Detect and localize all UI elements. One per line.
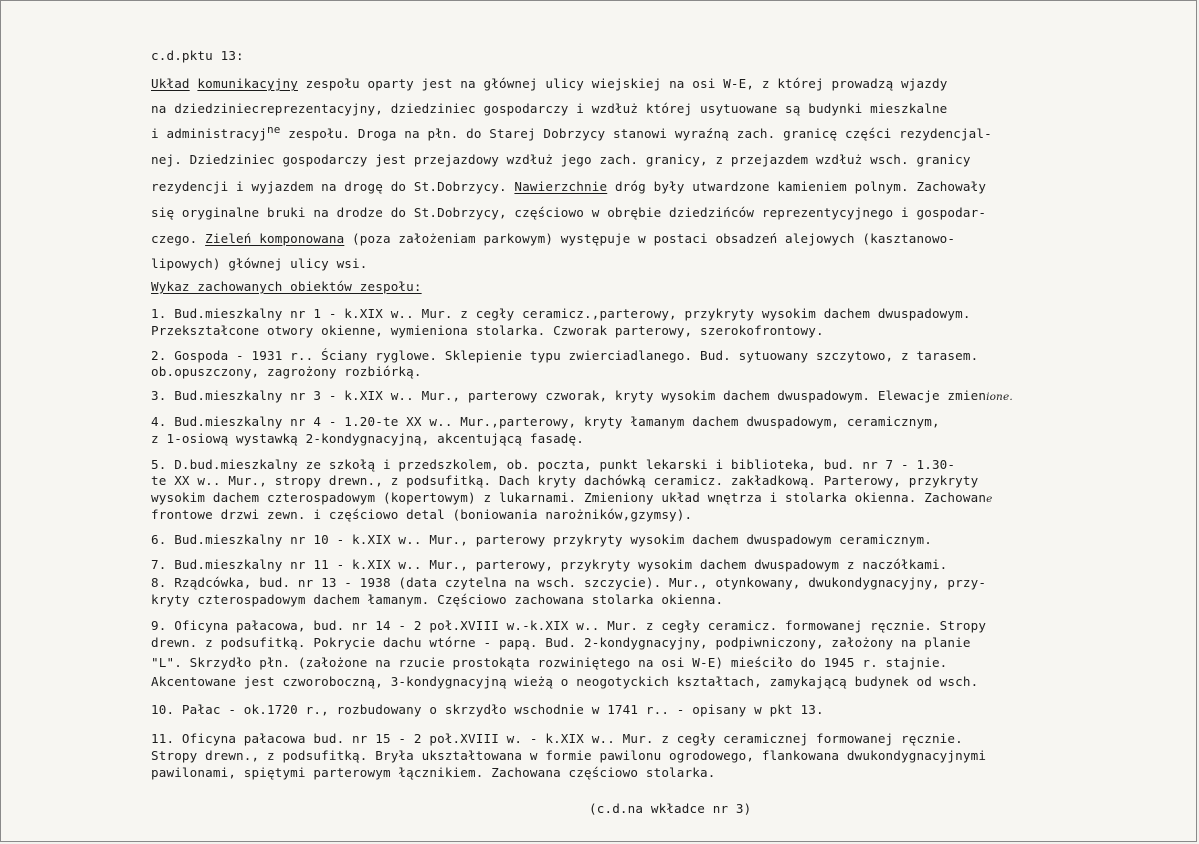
item-3-line-1 bbox=[151, 388, 1013, 405]
intro-line-1-text: zespołu oparty jest na głównej ulicy wiejskiej na osi W-E, z której prowadzą wjazdy bbox=[297, 76, 948, 91]
item-4-line-1: 4. Bud.mieszkalny nr 4 - 1.20-te XX w.. Mur.,parterowy, kryty łamanym dachem dwuspadowym, ceramicznym, bbox=[151, 414, 940, 429]
item-3-text: 3. Bud.mieszkalny nr 3 - k.XIX w.. Mur., parterowy czworak, kryty wysokim dachem dwuspadowym. Elewacje zmien bbox=[151, 388, 987, 403]
item-11-line-3: pawilonami, spiętymi parterowym łącznikiem. Zachowana częściowo stolarka. bbox=[151, 765, 716, 780]
item-5-line-3 bbox=[151, 490, 992, 507]
item-5-line-2: te XX w.. Mur., stropy drewn., z podsufitką. Dach kryty dachówką ceramicz. zakładkową. Parterowy, przykryty bbox=[151, 473, 979, 488]
item-1-line-2: Przekształcone otwory okienne, wymieniona stolarka. Czworak parterowy, szerokofrontowy. bbox=[151, 323, 824, 338]
intro-line-2: na dziedziniecreprezentacyjny, dziedziniec gospodarczy i wzdłuż której usytuowane są budynki mieszkalne bbox=[151, 101, 948, 116]
item-11-line-1: 11. Oficyna pałacowa bud. nr 15 - 2 poł.XVIII w. - k.XIX w.. Mur. z cegły ceramicznej formowanej ręcznie. bbox=[151, 731, 963, 746]
intro-line-4: nej. Dziedziniec gospodarczy jest przejazdowy wzdłuż jego zach. granicy, z przejazdem wzdłuż wsch. granicy bbox=[151, 152, 971, 167]
underlined-term-uklad: Układ bbox=[151, 76, 190, 91]
intro-line-3-text-b: zespołu. Droga na płn. do Starej Dobrzycy stanowi wyraźną zach. granicę części rezydencjal- bbox=[280, 126, 992, 141]
item-5-line-4: frontowe drzwi zewn. i częściowo detal (boniowania narożników,gzymsy). bbox=[151, 507, 693, 522]
item-7-line-1: 7. Bud.mieszkalny nr 11 - k.XIX w.. Mur., parterowy, przykryty wysokim dachem dwuspadowym z naczółkami. bbox=[151, 557, 948, 572]
item-8-line-2: kryty czterospadowym dachem łamanym. Częściowo zachowana stolarka okienna. bbox=[151, 592, 724, 607]
item-9-line-4: Akcentowane jest czworoboczną, 3-kondygnacyjną wieżą o neogotyckich kształtach, zamykającą budynek od wsch. bbox=[151, 674, 979, 689]
item-5-line-1: 5. D.bud.mieszkalny ze szkołą i przedszkolem, ob. poczta, punkt lekarski i biblioteka, bud. nr 7 - 1.30- bbox=[151, 457, 956, 472]
intro-line-7-text-b: (poza założeniam parkowym) występuje w postaci obsadzeń alejowych (kasztanowo- bbox=[344, 231, 956, 246]
continuation-heading: c.d.pktu 13: bbox=[151, 48, 244, 63]
intro-line-7-text-a: czego. bbox=[151, 231, 206, 246]
intro-line-1 bbox=[151, 76, 947, 92]
handwritten-ending-ione: ione. bbox=[986, 391, 1013, 403]
item-4-line-2: z 1-osiową wystawką 2-kondygnacyjną, akcentującą fasadę. bbox=[151, 431, 584, 446]
list-title: Wykaz zachowanych obiektów zespołu: bbox=[151, 279, 422, 294]
intro-line-5-text-a: rezydencji i wyjazdem na drogę do St.Dobrzycy. bbox=[151, 179, 515, 194]
item-8-line-1: 8. Rządcówka, bud. nr 13 - 1938 (data czytelna na wsch. szczycie). Mur., otynkowany, dwukondygnacyjny, przy- bbox=[151, 575, 987, 590]
item-11-line-2: Stropy drewn., z podsufitką. Bryła ukształtowana w formie pawilonu ogrodowego, flankowana dwukondygnacyjnymi bbox=[151, 748, 987, 763]
intro-line-5-text-b: dróg były utwardzone kamieniem polnym. Zachowały bbox=[607, 179, 987, 194]
item-2-line-1: 2. Gospoda - 1931 r.. Ściany ryglowe. Sklepienie typu zwierciadlanego. Bud. sytuowany szczytowo, z tarasem. bbox=[151, 348, 979, 363]
item-2-line-2: ob.opuszczony, zagrożony rozbiórką. bbox=[151, 364, 422, 379]
underlined-term-nawierzchnie: Nawierzchnie bbox=[514, 179, 608, 194]
intro-line-6: się oryginalne bruki na drodze do St.Dobrzycy, częściowo w obrębie dziedzińców reprezentycyjnego i gospodar- bbox=[151, 205, 987, 220]
item-6-line-1: 6. Bud.mieszkalny nr 10 - k.XIX w.. Mur., parterowy przykryty wysokim dachem dwuspadowym ceramicznym. bbox=[151, 532, 932, 547]
intro-line-8: lipowych) głównej ulicy wsi. bbox=[151, 256, 368, 271]
intro-line-5 bbox=[151, 179, 986, 195]
intro-line-3-text-a: i administracyj bbox=[151, 126, 267, 141]
item-9-line-1: 9. Oficyna pałacowa, bud. nr 14 - 2 poł.XVIII w.-k.XIX w.. Mur. z cegły ceramicz. formowanej ręcznie. Stropy bbox=[151, 618, 987, 633]
item-10-line-1: 10. Pałac - ok.1720 r., rozbudowany o skrzydło wschodnie w 1741 r.. - opisany w pkt 13. bbox=[151, 702, 824, 717]
item-9-line-2: drewn. z podsufitką. Pokrycie dachu wtórne - papą. Bud. 2-kondygnacyjny, podpiwniczony, założony na planie bbox=[151, 635, 971, 650]
item-9-line-3: "L". Skrzydło płn. (założone na rzucie prostokąta rozwiniętego na osi W-E) mieściło do 1945 r. stajnie. bbox=[151, 655, 948, 670]
underlined-term-komunikacyjny: komunikacyjny bbox=[197, 76, 298, 91]
handwritten-ending-e: e bbox=[986, 493, 993, 505]
item-5-line-3-text: wysokim dachem czterospadowym (kopertowym) z lukarnami. Zmieniony układ wnętrza i stolarka okienna. Zachowan bbox=[151, 490, 987, 505]
intro-line-7 bbox=[151, 231, 955, 247]
underlined-term-zielen: Zieleń komponowana bbox=[205, 231, 345, 246]
intro-line-3 bbox=[151, 123, 992, 143]
handwritten-insert-ne: ne bbox=[266, 123, 281, 136]
continuation-note: (c.d.na wkładce nr 3) bbox=[589, 801, 752, 816]
item-1-line-1: 1. Bud.mieszkalny nr 1 - k.XIX w.. Mur. z cegły ceramicz.,parterowy, przykryty wysokim dachem dwuspadowym. bbox=[151, 306, 971, 321]
